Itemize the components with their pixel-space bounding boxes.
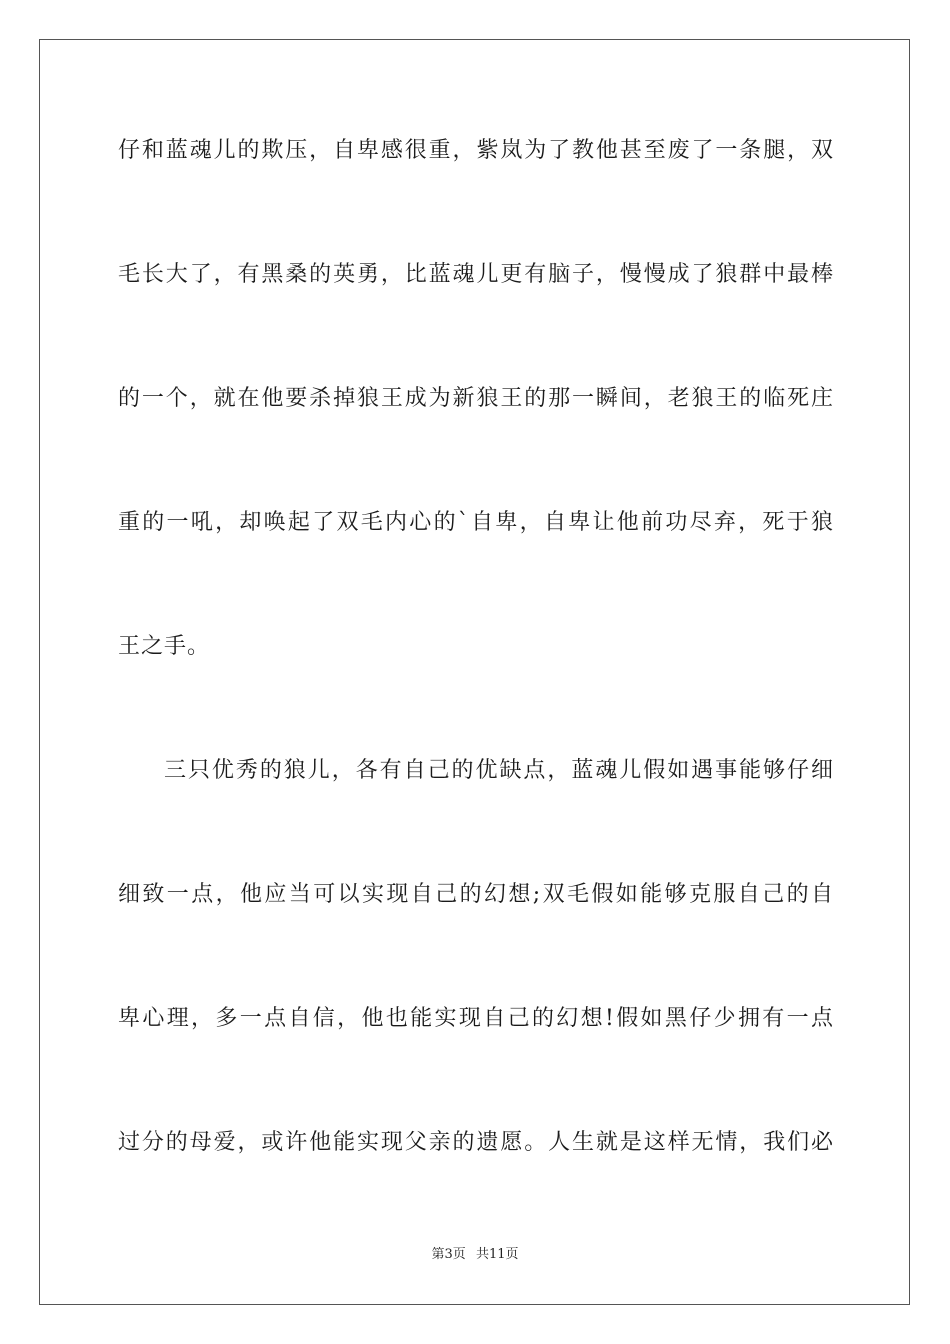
paragraph-line: 三只优秀的狼儿，各有自己的优缺点，蓝魂儿假如遇事能够仔细 (164, 758, 834, 783)
paragraph-line: 毛长大了，有黑桑的英勇，比蓝魂儿更有脑子，慢慢成了狼群中最棒 (118, 262, 834, 287)
page-footer (0, 1246, 950, 1264)
paragraph-line: 过分的母爱，或许他能实现父亲的遗愿。人生就是这样无情，我们必 (118, 1130, 834, 1155)
paragraph-line: 仔和蓝魂儿的欺压，自卑感很重，紫岚为了教他甚至废了一条腿，双 (118, 138, 834, 163)
paragraph-line: 重的一吼，却唤起了双毛内心的`自卑，自卑让他前功尽弃，死于狼 (118, 510, 834, 535)
page-number: 第3页 (431, 1247, 466, 1262)
page-total: 共11页 (475, 1247, 519, 1262)
paragraph-line: 王之手。 (118, 634, 211, 659)
paragraph-line: 卑心理，多一点自信，他也能实现自己的幻想!假如黑仔少拥有一点 (118, 1006, 834, 1031)
paragraph-line: 细致一点，他应当可以实现自己的幻想;双毛假如能够克服自己的自 (118, 882, 834, 907)
paragraph-line: 的一个，就在他要杀掉狼王成为新狼王的那一瞬间，老狼王的临死庄 (118, 386, 834, 411)
page-border (39, 39, 910, 1305)
